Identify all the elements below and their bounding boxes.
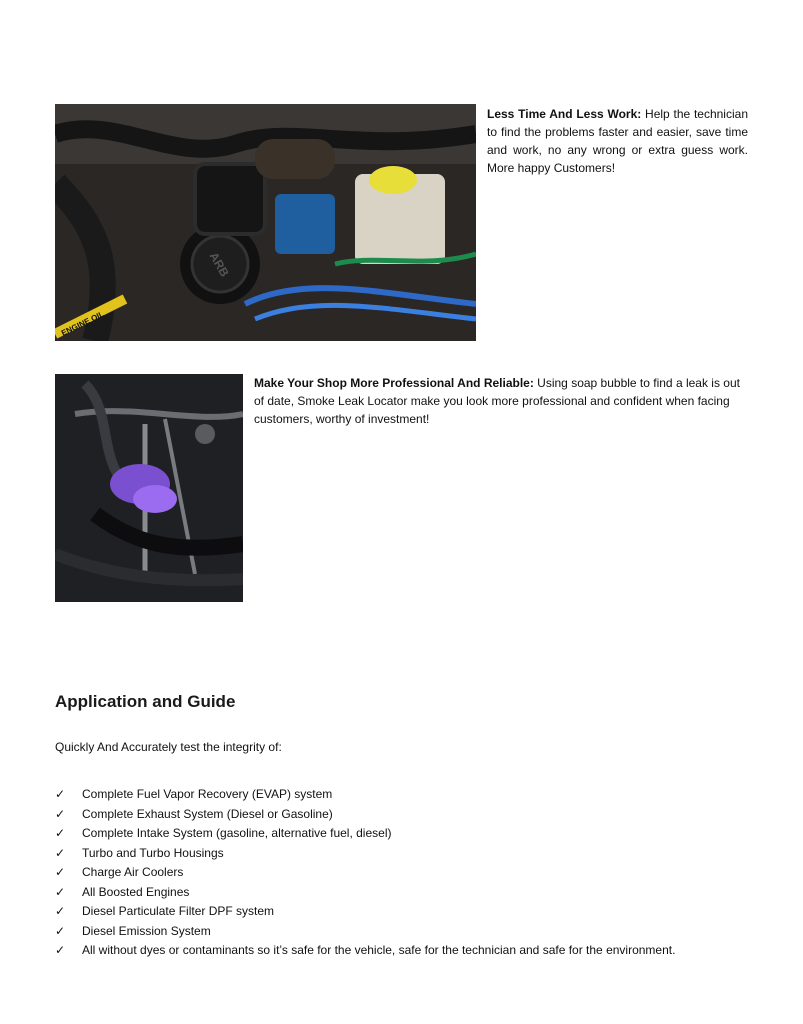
professional-paragraph: [254, 374, 748, 428]
professional-heading: Make Your Shop More Professional And Reliable:: [254, 376, 534, 390]
list-item: [55, 805, 755, 825]
less-time-body: Help the technician to find the problems faster and easier, save time and work, no any wrong or extra guess work. More happy Customers!: [487, 107, 748, 175]
professional-body: Using soap bubble to find a leak is out of date, Smoke Leak Locator make you look more professional and confident when facing customers, worthy of investment!: [254, 376, 740, 426]
list-item-text: Complete Fuel Vapor Recovery (EVAP) system: [82, 787, 333, 801]
less-time-heading: Less Time And Less Work:: [487, 107, 642, 121]
engine-oil-label: ENGINE OIL: [59, 309, 106, 338]
leak-fitting-photo: [55, 374, 243, 602]
engine-compressor-photo: [55, 104, 476, 341]
check-icon: ✓: [55, 884, 66, 899]
list-item-text: Diesel Particulate Filter DPF system: [82, 904, 275, 918]
list-item-text: Turbo and Turbo Housings: [82, 845, 224, 860]
list-item-text: Charge Air Coolers: [82, 865, 184, 879]
check-icon: ✓: [55, 865, 66, 879]
list-item-text: Complete Exhaust System (Diesel or Gasoline): [82, 806, 333, 821]
list-item: [55, 844, 755, 864]
check-icon: ✓: [55, 904, 66, 918]
list-item: [55, 922, 755, 942]
list-item-text: All without dyes or contaminants so it’s safe for the vehicle, safe for the technician and safe for the environment.: [82, 943, 676, 957]
check-icon: ✓: [55, 923, 66, 938]
list-item-text: All Boosted Engines: [82, 884, 190, 899]
check-icon: ✓: [55, 943, 66, 957]
list-item: [55, 883, 755, 903]
less-time-paragraph: [487, 105, 748, 177]
list-item: [55, 863, 755, 883]
check-icon: ✓: [55, 826, 66, 840]
guide-title: Application and Guide: [55, 692, 236, 711]
check-icon: ✓: [55, 806, 66, 821]
list-item-text: Diesel Emission System: [82, 923, 211, 938]
arb-logo: ARB: [206, 249, 232, 280]
list-item: [55, 902, 755, 922]
list-item: [55, 824, 755, 844]
application-checklist: [55, 785, 755, 961]
list-item: [55, 785, 755, 805]
list-item: [55, 941, 755, 961]
list-item-text: Complete Intake System (gasoline, alternative fuel, diesel): [82, 826, 392, 840]
check-icon: ✓: [55, 845, 66, 860]
guide-intro: Quickly And Accurately test the integrity of:: [55, 740, 282, 754]
check-icon: ✓: [55, 787, 66, 801]
